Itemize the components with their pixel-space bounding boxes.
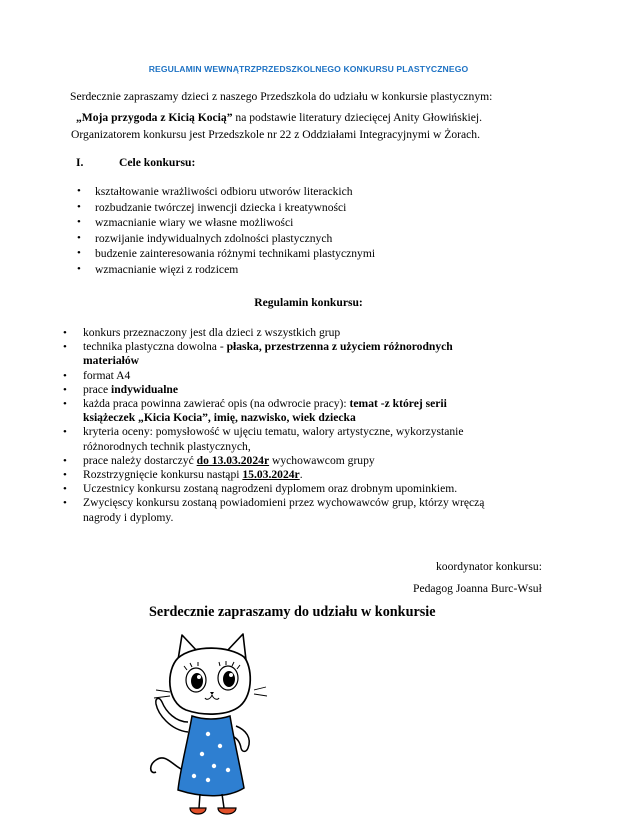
goal-item: • wzmacnianie więzi z rodzicem xyxy=(77,262,239,276)
goals-list xyxy=(77,184,376,278)
contest-name: „Moja przygoda z Kicią Kocią” xyxy=(76,111,233,124)
organizer-text: Organizatorem konkursu jest Przedszkole nr 22 z Oddziałami Integracyjnymi w Żorach. xyxy=(71,128,480,141)
rule-item: • prace należy dostarczyć do 13.03.2024r wychowawcom grupy xyxy=(63,453,375,467)
contest-name-suffix: na podstawie literatury dziecięcej Anity Głowińskiej. xyxy=(232,111,483,124)
rule-item: • prace indywidualne xyxy=(63,382,179,396)
rules-list xyxy=(63,326,484,525)
coordinator-name: Pedagog Joanna Burc-Wsuł xyxy=(413,582,542,595)
goal-item: • kształtowanie wrażliwości odbioru utworów literackich xyxy=(77,185,353,198)
section2-title: Regulamin konkursu: xyxy=(254,296,363,309)
rule-item: • kryteria oceny: pomysłowość w ujęciu tematu, walory artystyczne, wykorzystanie różnorodnych technik plastycznych, xyxy=(63,425,464,453)
goal-item: • budzenie zainteresowania różnymi technikami plastycznymi xyxy=(77,247,376,261)
rule-item: • Zwycięscy konkursu zostaną powiadomieni przez wychowawców grup, którzy wręczą nagrody i dyplomy. xyxy=(63,496,485,524)
goal-item: • rozwijanie indywidualnych zdolności plastycznych xyxy=(77,231,333,245)
document-title: REGULAMIN WEWNĄTRZPRZEDSZKOLNEGO KONKURSU PLASTYCZNEGO xyxy=(148,64,469,74)
kicia-kocia-illustration xyxy=(148,630,268,820)
section1-title: Cele konkursu: xyxy=(119,156,196,169)
section1-number: I. xyxy=(76,156,84,169)
rule-item: • każda praca powinna zawierać opis (na odwrocie pracy): temat -z której serii książeczek „Kicia Kocia”, imię, nazwisko, wiek dziecka xyxy=(63,397,447,425)
rule-item: • technika plastyczna dowolna - płaska, przestrzenna z użyciem różnorodnych materiałów xyxy=(63,340,453,368)
contest-name-line xyxy=(76,111,482,125)
rule-item: • format A4 xyxy=(63,368,131,382)
goal-item: • wzmacnianie wiary we własne możliwości xyxy=(77,216,294,230)
rule-item: • Uczestnicy konkursu zostaną nagrodzeni dyplomem oraz drobnym upominkiem. xyxy=(63,482,458,496)
rule-item: • konkurs przeznaczony jest dla dzieci z wszystkich grup xyxy=(63,326,341,339)
rule-item: • Rozstrzygnięcie konkursu nastąpi 15.03.2024r. xyxy=(63,468,303,482)
intro-text: Serdecznie zapraszamy dzieci z naszego Przedszkola do udziału w konkursie plastycznym: xyxy=(70,90,493,103)
coordinator-label: koordynator konkursu: xyxy=(436,560,542,573)
invitation-heading: Serdecznie zapraszamy do udziału w konkursie xyxy=(149,604,436,620)
goal-item: • rozbudzanie twórczej inwencji dziecka i kreatywności xyxy=(77,200,347,214)
